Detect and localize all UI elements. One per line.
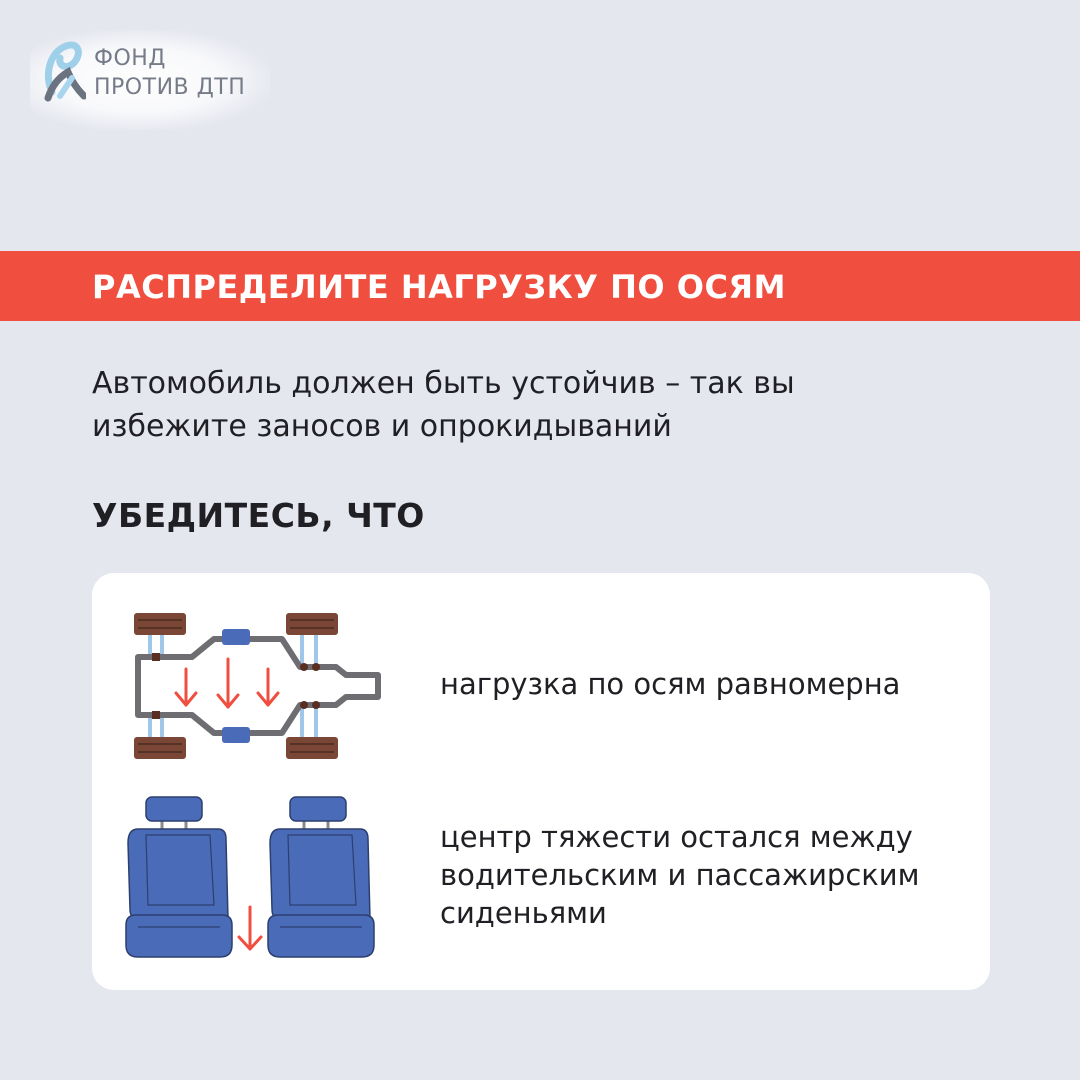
section-heading: УБЕДИТЕСЬ, ЧТО — [92, 496, 425, 535]
brand-name — [94, 44, 245, 102]
car-chassis-load-icon — [132, 611, 382, 761]
checklist-card — [92, 573, 990, 990]
item-text-line: нагрузка по осям равномерна — [440, 667, 901, 701]
car-seats-center-of-gravity-icon — [124, 795, 376, 963]
brand-logo — [30, 30, 270, 130]
brand-name-line1: ФОНД — [94, 46, 166, 71]
page-title: РАСПРЕДЕЛИТЕ НАГРУЗКУ ПО ОСЯМ — [92, 268, 786, 306]
item-text-line: центр тяжести остался между — [440, 820, 913, 854]
brand-name-line2: ПРОТИВ ДТП — [94, 75, 246, 100]
item-text-line: водительским и пассажирским — [440, 858, 920, 892]
ribbon-logo-icon — [38, 38, 86, 104]
item-text-line: сиденьями — [440, 896, 607, 930]
intro-line1: Автомобиль должен быть устойчив – так вы — [92, 366, 795, 401]
intro-line2: избежите заносов и опрокидываний — [92, 409, 672, 444]
title-banner — [0, 251, 1080, 321]
checklist-item-center-of-gravity — [440, 818, 920, 932]
intro-text — [92, 362, 992, 448]
checklist-item-axle-load — [440, 665, 900, 703]
